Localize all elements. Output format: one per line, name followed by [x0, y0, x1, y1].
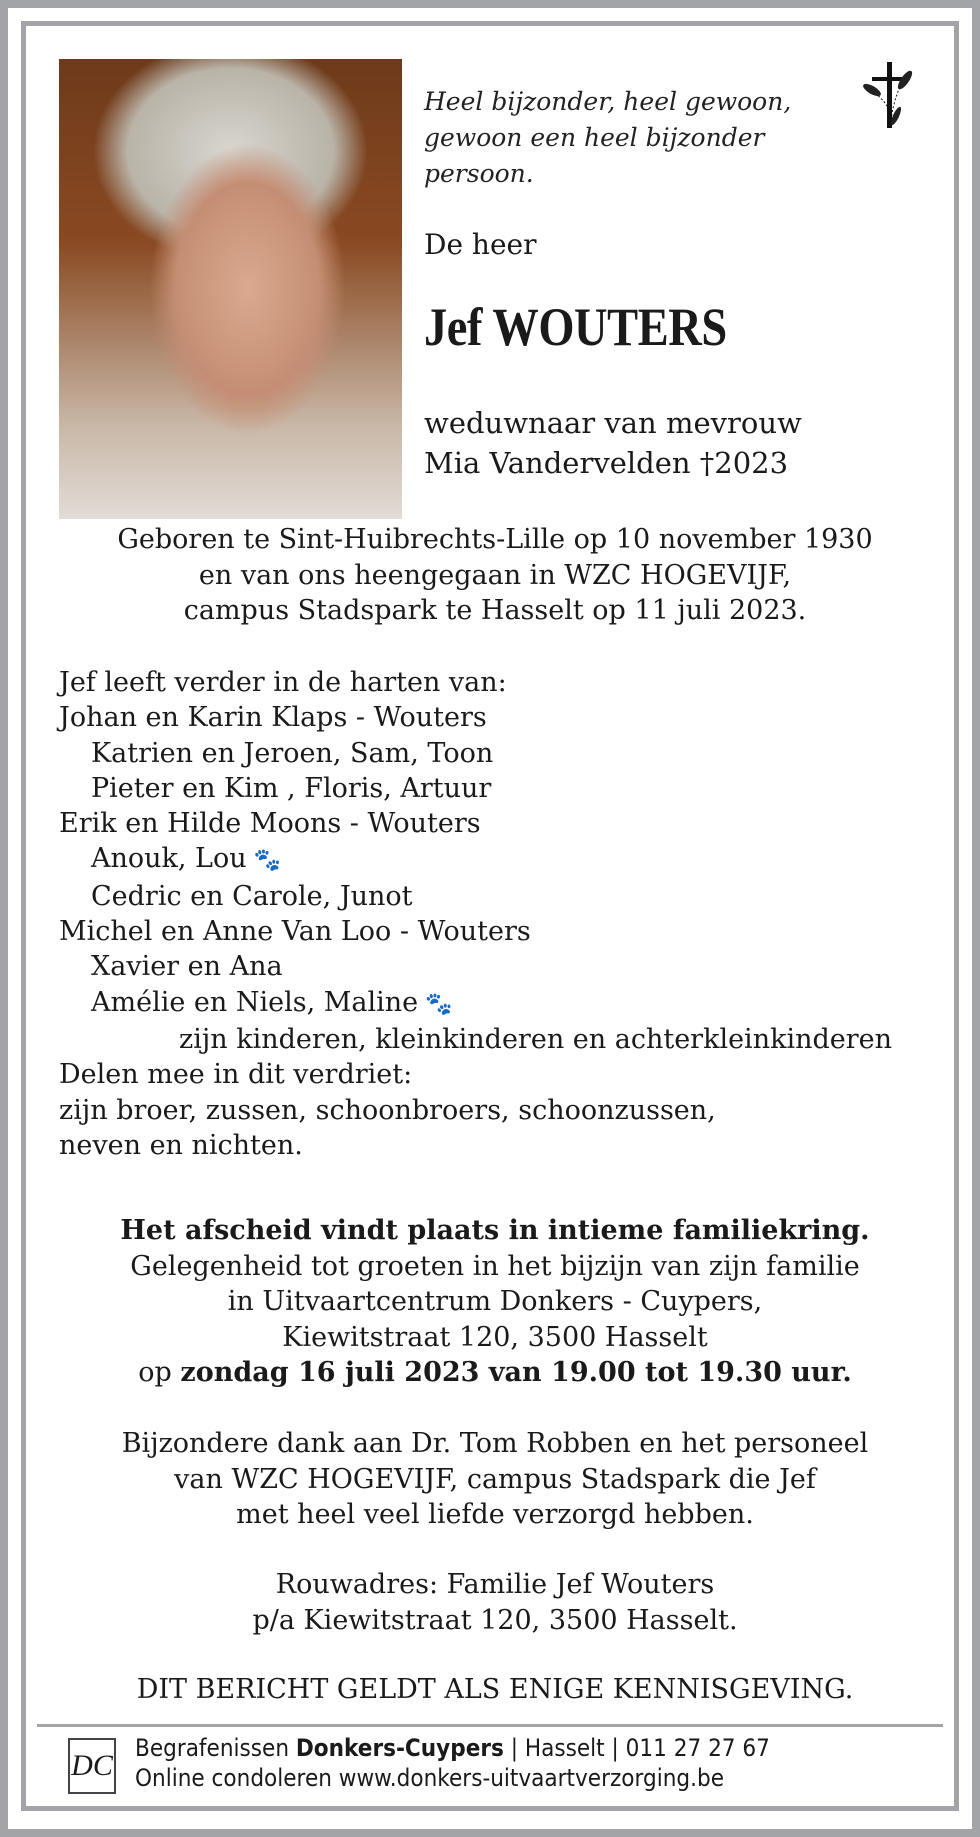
family-text: Xavier en Ana — [91, 951, 283, 983]
condolence-link[interactable]: Online condoleren www.donkers-uitvaartverzorging.be — [135, 1764, 724, 1792]
family-text: Katrien en Jeroen, Sam, Toon — [91, 737, 494, 769]
family-line — [59, 736, 892, 771]
portrait-photo — [59, 59, 402, 519]
farewell-when — [26, 1355, 964, 1391]
footer-line-1 — [135, 1733, 770, 1763]
family-text: Jef leeft verder in de harten van: — [59, 667, 507, 698]
quote — [424, 84, 791, 192]
thanks-line: van WZC HOGEVIJF, campus Stadspark die Jef — [174, 1463, 816, 1495]
farewell-heading: Het afscheid vindt plaats in intieme familiekring. — [120, 1215, 870, 1246]
when-date: zondag 16 juli 2023 van 19.00 tot 19.30 uur. — [180, 1357, 852, 1388]
family-line — [59, 949, 892, 984]
mourning-address — [26, 1567, 964, 1638]
family-line — [59, 771, 892, 806]
deceased-name: Jef WOUTERS — [424, 297, 727, 357]
quote-line: gewoon een heel bijzonder — [424, 123, 765, 152]
family-line — [59, 841, 892, 878]
farewell-line: Gelegenheid tot groeten in het bijzijn van zijn familie — [130, 1250, 860, 1282]
family-text: Pieter en Kim , Floris, Artuur — [91, 772, 492, 804]
family-line — [59, 700, 892, 735]
quote-line: persoon. — [424, 159, 534, 188]
birth-line: en van ons heengegaan in WZC HOGEVIJF, — [198, 559, 792, 591]
family-text: Cedric en Carole, Junot — [91, 880, 413, 912]
family-text: Anouk, Lou — [91, 843, 247, 875]
family-line — [59, 1128, 892, 1163]
family-text: zijn broer, zussen, schoonbroers, schoonzussen, — [59, 1094, 716, 1126]
spouse-line: weduwnaar van mevrouw — [424, 406, 802, 440]
family-line — [59, 914, 892, 949]
company-name: Donkers-Cuypers — [295, 1734, 504, 1762]
cross-wheat-icon — [855, 60, 925, 130]
family-text: Delen mee in dit verdriet: — [59, 1059, 413, 1091]
spouse-line: Mia Vandervelden †2023 — [424, 446, 789, 480]
family-text: neven en nichten. — [59, 1129, 303, 1161]
family-line — [59, 806, 892, 841]
farewell-line: in Uitvaartcentrum Donkers - Cuypers, — [227, 1286, 763, 1317]
paw-icon: 🐾 — [246, 848, 282, 874]
birth-line: Geboren te Sint-Huibrechts-Lille op 10 november 1930 — [117, 524, 873, 555]
family-list — [59, 665, 892, 1163]
footer-contact: | Hasselt | 011 27 27 67 — [503, 1734, 770, 1762]
family-line — [59, 1057, 892, 1092]
thanks-line: met heel veel liefde verzorgd hebben. — [236, 1499, 754, 1530]
family-text: zijn kinderen, kleinkinderen en achterkleinkinderen — [179, 1023, 893, 1055]
footer-prefix: Begrafenissen — [135, 1734, 296, 1762]
birth-death-info — [26, 522, 964, 629]
family-text: Johan en Karin Klaps - Wouters — [59, 702, 487, 734]
honorific: De heer — [424, 228, 537, 261]
notice: DIT BERICHT GELDT ALS ENIGE KENNISGEVING. — [136, 1674, 854, 1705]
family-line — [59, 985, 892, 1022]
footer — [135, 1733, 770, 1793]
family-line — [59, 665, 892, 700]
address-line: Rouwadres: Familie Jef Wouters — [275, 1569, 715, 1600]
family-line — [59, 879, 892, 914]
family-line — [59, 1093, 892, 1128]
family-line — [59, 1022, 892, 1057]
funeral-home-logo: DC — [68, 1738, 116, 1794]
family-text: Erik en Hilde Moons - Wouters — [59, 808, 481, 840]
family-text: Amélie en Niels, Maline — [91, 986, 419, 1018]
when-prefix: op — [138, 1357, 181, 1388]
address-line: p/a Kiewitstraat 120, 3500 Hasselt. — [252, 1604, 738, 1636]
birth-line: campus Stadspark te Hasselt op 11 juli 2023. — [183, 595, 807, 626]
quote-line: Heel bijzonder, heel gewoon, — [424, 87, 792, 116]
spouse-info — [424, 403, 802, 483]
thanks — [26, 1426, 964, 1533]
thanks-line: Bijzondere dank aan Dr. Tom Robben en het personeel — [121, 1428, 869, 1459]
family-text: Michel en Anne Van Loo - Wouters — [59, 916, 531, 948]
farewell-line: Kiewitstraat 120, 3500 Hasselt — [282, 1321, 708, 1353]
divider — [37, 1724, 943, 1727]
paw-icon: 🐾 — [418, 991, 453, 1017]
farewell-info — [26, 1213, 964, 1391]
